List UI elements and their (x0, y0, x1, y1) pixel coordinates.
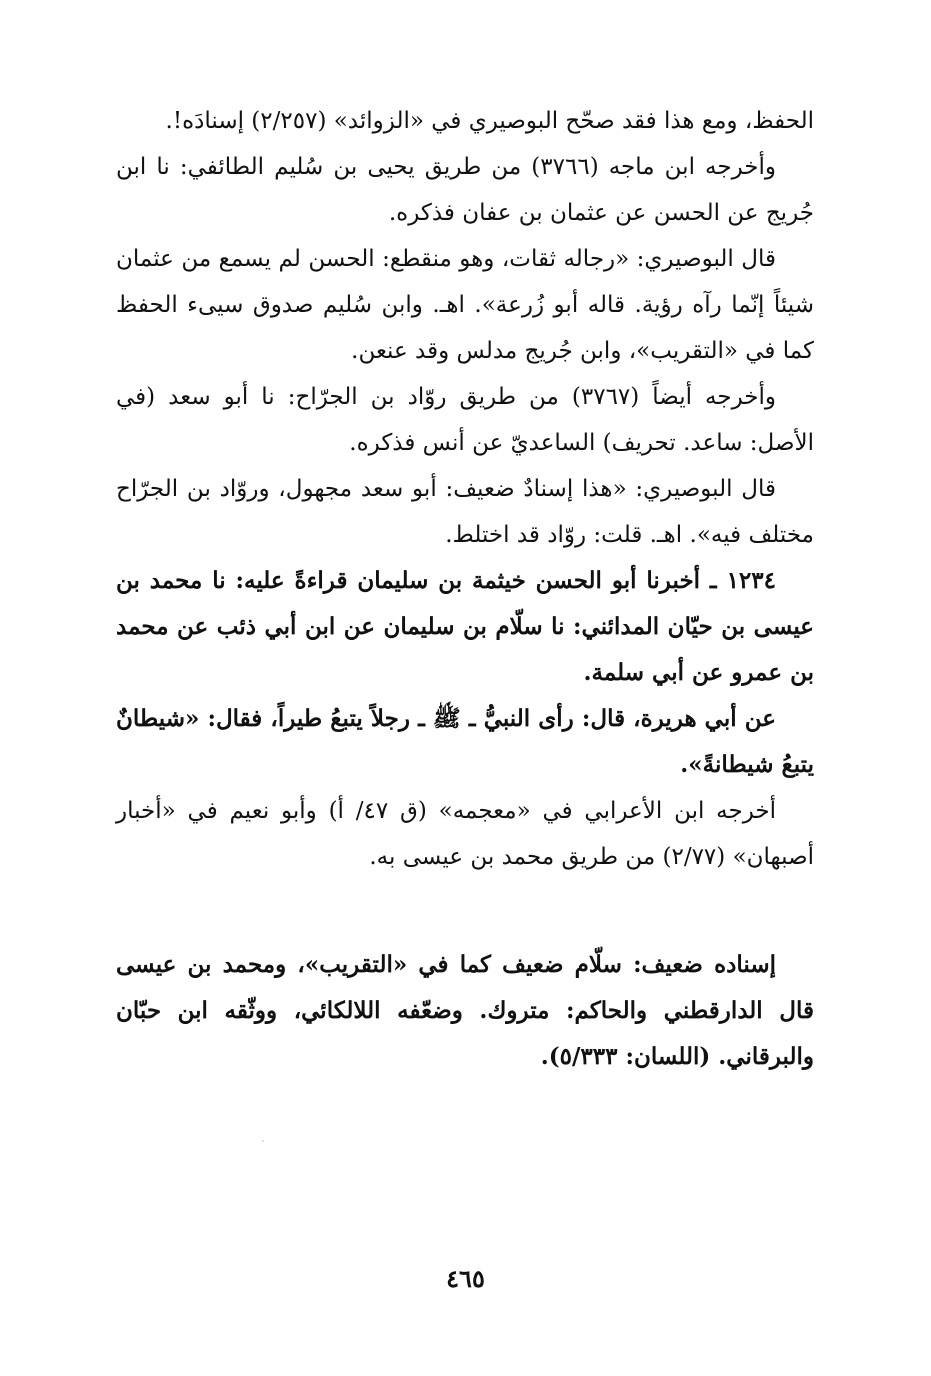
hadith-matn (116, 696, 814, 788)
main-text-block (116, 98, 814, 880)
paragraph-text: عن أبي هريرة، قال: رأى النبيُّ ـ ﷺ ـ رجلاً يتبعُ طيراً، فقال: «شيطانٌ يتبعُ شيطانةً». (116, 705, 814, 778)
paragraph (116, 144, 814, 236)
paragraph-text: إسناده ضعيف: سلّام ضعيف كما في «التقريب»، ومحمد بن عيسى قال الدارقطني والحاكم: متروك. وضعّفه اللالكائي، ووثّقه ابن حبّان والبرقاني. (اللسان: ٥/٣٣٣). (116, 951, 814, 1070)
paragraph (116, 98, 814, 144)
grading-paragraph (116, 942, 814, 1080)
hadith-isnad (116, 558, 814, 696)
paragraph (116, 788, 814, 880)
paragraph-text: وأخرجه ابن ماجه (٣٧٦٦) من طريق يحيى بن سُليم الطائفي: نا ابن جُريج عن الحسن عن عثمان بن عفان فذكره. (116, 154, 814, 226)
paragraph-text: وأخرجه أيضاً (٣٧٦٧) من طريق روّاد بن الجرّاح: نا أبو سعد (في الأصل: ساعد. تحريف) الساعديّ عن أنس فذكره. (116, 384, 814, 456)
paragraph-text: ١٢٣٤ ـ أخبرنا أبو الحسن خيثمة بن سليمان قراءةً عليه: نا محمد بن عيسى بن حيّان المدائني: نا سلّام بن سليمان عن ابن أبي ذئب عن محمد بن عمرو عن أبي سلمة. (116, 567, 814, 686)
paragraph-text: قال البوصيري: «هذا إسنادٌ ضعيف: أبو سعد مجهول، وروّاد بن الجرّاح مختلف فيه». اهـ. قلت: روّاد قد اختلط. (116, 476, 814, 548)
paragraph (116, 374, 814, 466)
paragraph-text: الحفظ، ومع هذا فقد صحّح البوصيري في «الزوائد» (٢/٢٥٧) إسنادَه!. (165, 108, 814, 134)
paragraph-text: قال البوصيري: «رجاله ثقات، وهو منقطع: الحسن لم يسمع من عثمان شيئاً إنّما رآه رؤية. قاله أبو زُرعة». اهـ. وابن سُليم صدوق سيىء الحفظ كما في «التقريب»، وابن جُريج مدلس وقد عنعن. (116, 246, 814, 364)
scan-speck (262, 1140, 264, 1142)
grading-block (116, 942, 814, 1080)
page-number: ٤٦٥ (446, 1264, 485, 1293)
paragraph (116, 466, 814, 558)
paragraph (116, 236, 814, 374)
paragraph-text: أخرجه ابن الأعرابي في «معجمه» (ق ٤٧/ أ) وأبو نعيم في «أخبار أصبهان» (٢/٧٧) من طريق محمد بن عيسى به. (116, 798, 814, 870)
